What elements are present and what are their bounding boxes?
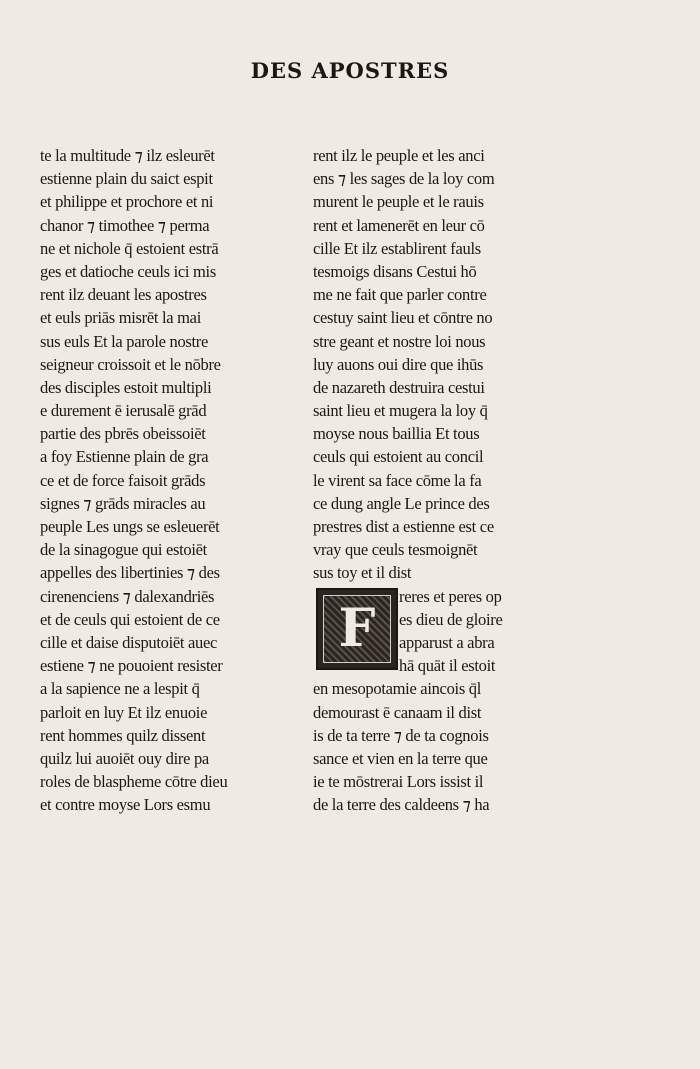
text-line: reres et peres op [399,586,502,606]
text-line: appelles des libertinies ⁊ des [40,563,220,583]
text-line: te la multitude ⁊ ilz esleurēt [40,146,215,165]
text-line: cirenenciens ⁊ dalexandriēs [40,586,215,606]
text-line: le virent sa face cōme la fa [313,470,482,490]
text-line: cestuy saint lieu et cōntre no [313,308,493,328]
text-line: rent ilz le peuple et les anci [313,146,485,165]
text-line: demourast ē canaam il dist [313,702,482,722]
text-line: en mesopotamie aincois q̄l [313,679,481,699]
text-line: et philippe et prochore et ni [40,192,214,212]
text-line: saint lieu et mugera la loy q̄ [313,401,488,421]
left-text-column [40,144,272,816]
text-line: a la sapience ne a lespit q̄ [40,679,200,699]
text-line: ce et de force faisoit grāds [40,470,206,490]
text-line: rent ilz deuant les apostres [40,285,207,305]
text-line: ges et datioche ceuls ici mis [40,261,216,281]
text-line: signes ⁊ grāds miracles au [40,493,206,513]
text-line: is de ta terre ⁊ de ta cognois [313,725,489,745]
text-line: vray que ceuls tesmoignēt [313,540,478,560]
text-line: ne et nichole q̄ estoient estrā [40,238,219,258]
text-line: cille Et ilz establirent fauls [313,238,481,258]
right-text-column [313,144,545,816]
text-line: de la terre des caldeens ⁊ ha [313,795,490,815]
text-line: roles de blaspheme cōtre dieu [40,772,228,792]
text-line: partie des pbrēs obeissoiēt [40,424,206,444]
text-line: sus euls Et la parole nostre [40,331,209,351]
text-line: cille et daise disputoiēt auec [40,632,218,652]
text-line: moyse nous baillia Et tous [313,424,480,444]
text-line: peuple Les ungs se esleuerēt [40,517,220,536]
text-line: de la sinagogue qui estoiēt [40,540,207,560]
text-line: chanor ⁊ timothee ⁊ perma [40,215,210,235]
text-line: et euls priās misrēt la mai [40,308,201,328]
text-line: ceuls qui estoient au concil [313,447,484,467]
text-line: ens ⁊ les sages de la loy com [313,169,495,189]
text-line: me ne fait que parler contre [313,285,487,305]
text-line: de nazareth destruira cestui [313,377,485,397]
text-line: sus toy et il dist [313,563,412,583]
drop-cap-paragraph [313,585,545,678]
text-line: rent hommes quilz dissent [40,725,206,745]
initial-letter: F [338,597,376,659]
text-line: ie te mōstrerai Lors issist il [313,772,484,792]
text-line: murent le peuple et le rauis [313,192,484,212]
initial-ornament [323,595,391,663]
text-line: stre geant et nostre loi nous [313,331,486,351]
right-column-bottom [313,677,545,816]
text-line: des disciples estoit multipli [40,377,212,397]
text-line: seigneur croissoit et le nōbre [40,354,221,374]
text-line: et de ceuls qui estoient de ce [40,609,220,629]
text-line: parloit en luy Et ilz enuoie [40,702,208,722]
text-line: hā quāt il estoit [399,656,496,676]
text-line: e durement ē ierusalē grād [40,401,207,421]
text-line: et contre moyse Lors esmu [40,795,211,815]
text-line: es dieu de gloire [399,609,503,629]
text-line: ce dung angle Le prince des [313,493,490,513]
text-line: sance et vien en la terre que [313,748,488,768]
running-head: DES APOSTRES [250,58,450,83]
illuminated-initial [316,588,398,670]
text-line: rent et lamenerēt en leur cō [313,215,485,235]
text-line: estiene ⁊ ne pouoient resister [40,656,223,676]
text-line: quilz lui auoiēt ouy dire pa [40,748,209,768]
right-column-top [313,144,545,585]
text-line: tesmoigs disans Cestui hō [313,261,477,281]
text-line: apparust a abra [399,632,495,652]
text-line: luy auons oui dire que ihūs [313,354,484,374]
text-line: estienne plain du saict espit [40,169,213,189]
text-line: a foy Estienne plain de gra [40,447,209,467]
text-line: prestres dist a estienne est ce [313,517,494,536]
